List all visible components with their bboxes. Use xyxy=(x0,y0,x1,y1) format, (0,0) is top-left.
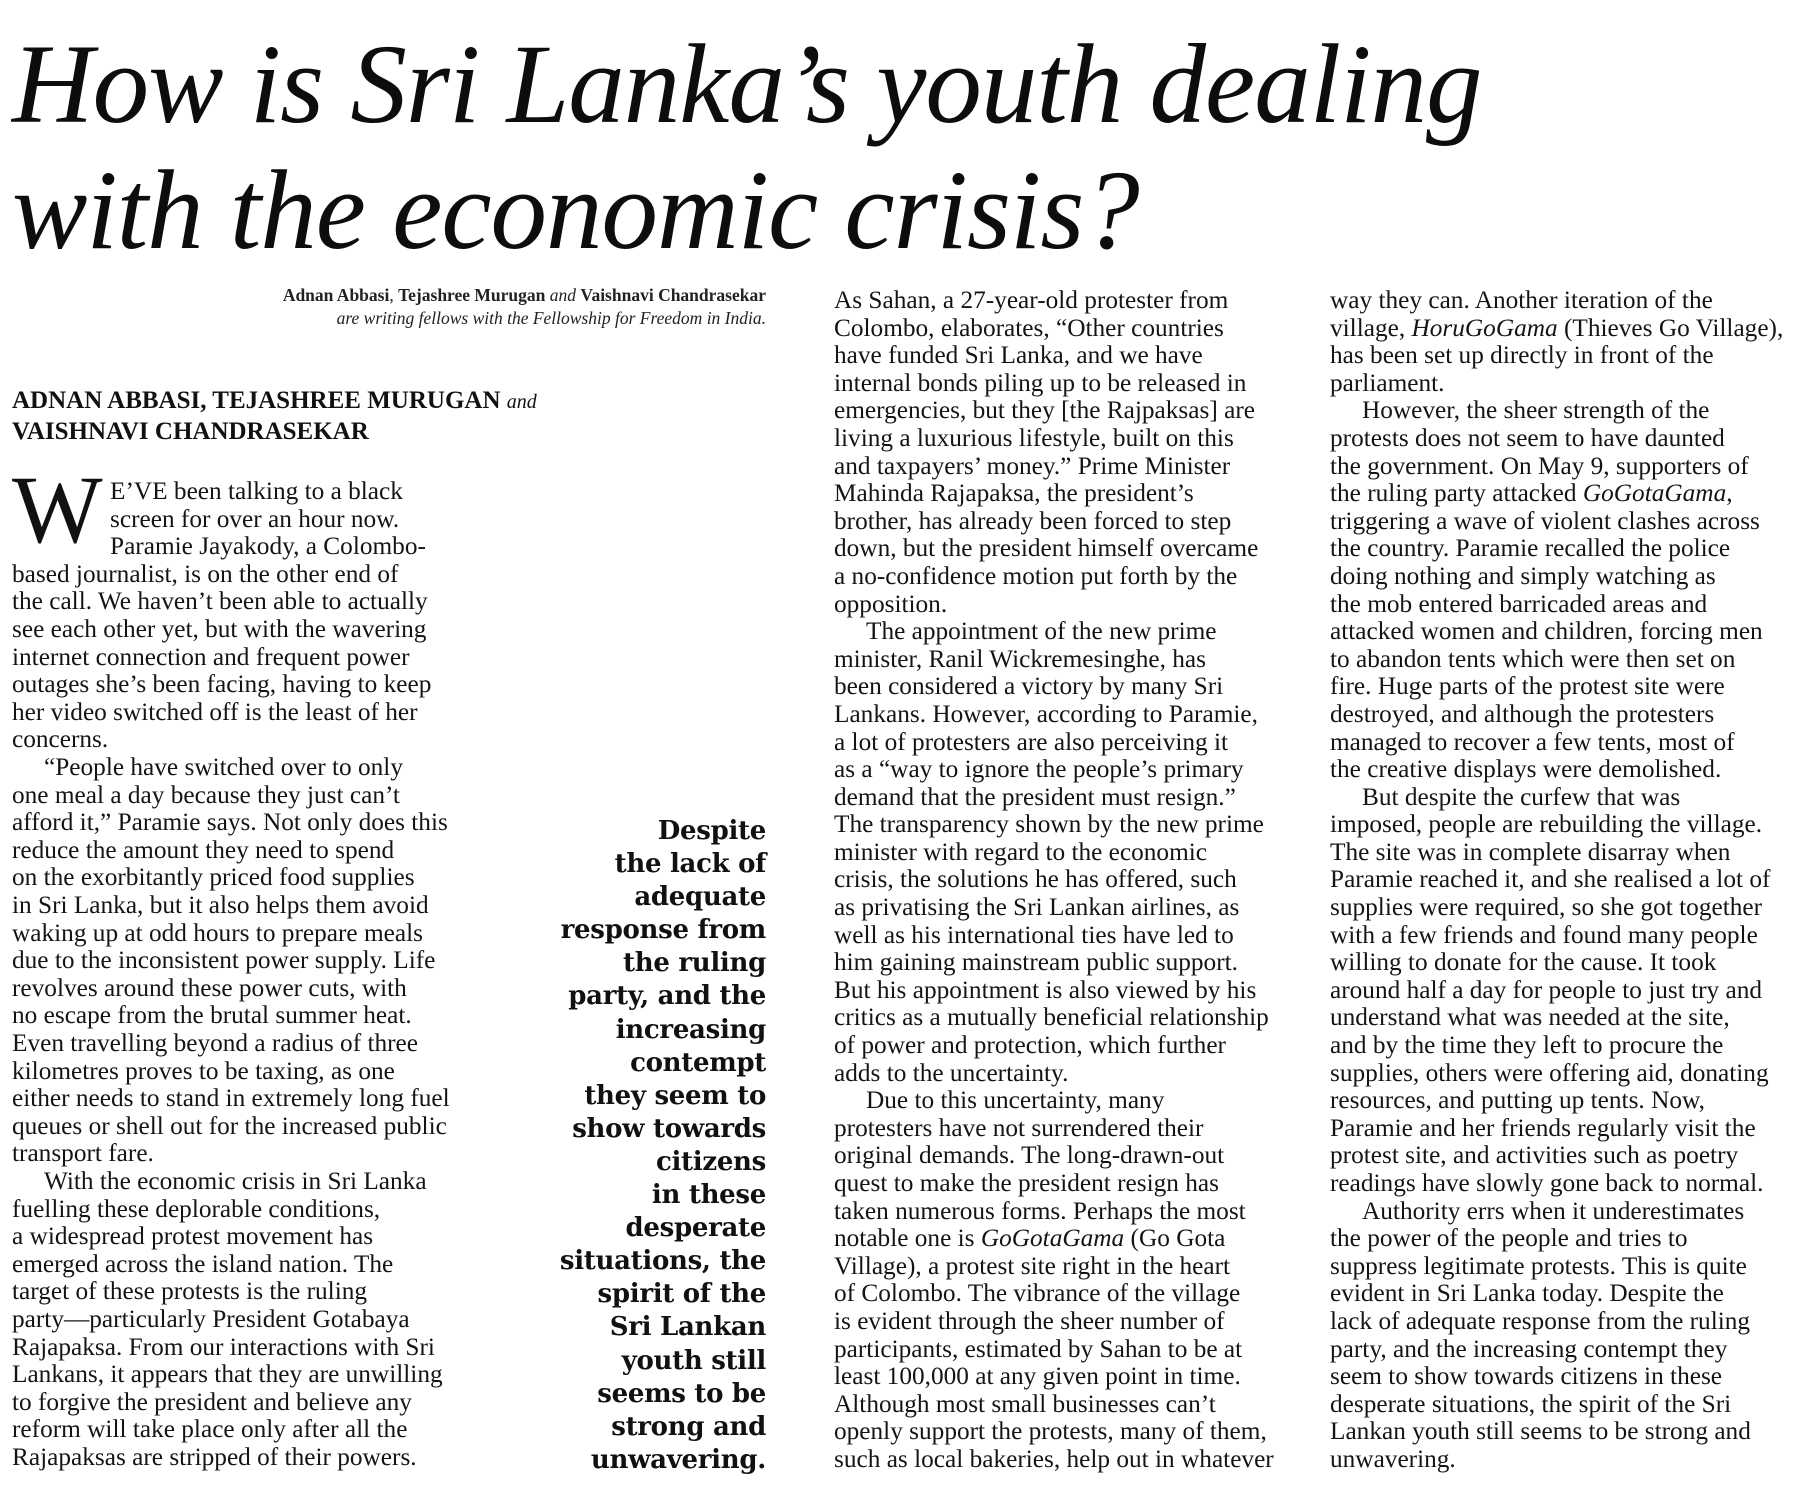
body-line: transport fare. xyxy=(12,1139,154,1168)
body-line: fuelling these deplorable conditions, xyxy=(12,1194,381,1223)
body-line: parliament. xyxy=(1330,368,1445,397)
body-line: least 100,000 at any given point in time. xyxy=(834,1362,1241,1391)
body-line: brother, has already been forced to step xyxy=(834,506,1232,535)
pull-quote-line: situations, the xyxy=(559,1246,766,1277)
body-line: But his appointment is also viewed by his xyxy=(834,975,1257,1004)
body-line: screen for over an hour now. xyxy=(110,504,400,533)
body-line: managed to recover a few tents, most of xyxy=(1330,727,1735,756)
gogotagama-term: GoGotaGama xyxy=(1582,479,1727,508)
body-line: doing nothing and simply watching as xyxy=(1330,561,1716,590)
body-line: Rajapaksa. From our interactions with Sri xyxy=(12,1332,435,1361)
body-line: “People have switched over to only xyxy=(44,753,403,781)
body-line: in Sri Lanka, but it also helps them avoid xyxy=(12,891,429,919)
body-line: afford it,” Paramie says. Not only does this xyxy=(12,808,448,837)
body-line: down, but the president himself overcame xyxy=(834,534,1259,563)
text-run: notable one is xyxy=(834,1224,981,1253)
body-line: revolves around these power cuts, with xyxy=(12,973,407,1002)
body-line: to forgive the president and believe any xyxy=(12,1387,412,1416)
text-run: , xyxy=(1726,479,1733,508)
body-line: queues or shell out for the increased public xyxy=(12,1111,447,1140)
body-line: has been set up directly in front of the xyxy=(1330,341,1714,370)
pull-quote-line: the lack of xyxy=(614,849,766,880)
body-line: him gaining mainstream public support. xyxy=(834,948,1238,977)
body-line: concerns. xyxy=(12,725,109,754)
body-line: living a luxurious lifestyle, built on this xyxy=(834,423,1234,452)
body-line: attacked women and children, forcing men xyxy=(1330,617,1763,646)
author-note-line-2 xyxy=(283,307,766,330)
body-line: Even travelling beyond a radius of three xyxy=(12,1029,419,1057)
body-line: as a “way to ignore the people’s primary xyxy=(834,755,1244,784)
author-name-3: Vaishnavi Chandrasekar xyxy=(580,285,766,305)
pull-quote-line: spirit of the xyxy=(597,1279,766,1310)
body-line: quest to make the president resign has xyxy=(834,1169,1219,1197)
body-line: Lankans, it appears that they are unwilling xyxy=(12,1360,443,1389)
pull-quote-line: unwavering. xyxy=(590,1444,766,1475)
body-line: a no-confidence motion put forth by the xyxy=(834,561,1238,590)
byline-and: and xyxy=(506,391,537,413)
body-line: to abandon tents which were then set on xyxy=(1330,644,1736,673)
body-line: based journalist, is on the other end of xyxy=(12,559,399,588)
pull-quote-line: in these xyxy=(651,1180,766,1211)
pull-quote-line: Despite xyxy=(657,816,766,846)
body-line: emerged across the island nation. The xyxy=(12,1249,394,1278)
author-affiliation: are writing fellows with the Fellowship for Freedom in India. xyxy=(336,308,766,328)
pull-quote-line: strong and xyxy=(611,1411,766,1442)
drop-cap: W xyxy=(12,456,103,563)
pull-quote-line: youth still xyxy=(621,1345,766,1376)
body-line: But despite the curfew that was xyxy=(1362,782,1681,811)
headline-line-1: How is Sri Lanka’s youth dealing xyxy=(12,22,1482,147)
pull-quote-line: increasing xyxy=(615,1014,766,1045)
body-line: original demands. The long-drawn-out xyxy=(834,1141,1225,1170)
body-line: E’VE been talking to a black xyxy=(110,477,403,505)
body-line: willing to donate for the cause. It took xyxy=(1330,948,1717,977)
body-line: emergencies, but they [the Rajpaksas] are xyxy=(834,396,1255,425)
body-line: Authority errs when it underestimates xyxy=(1362,1196,1745,1225)
body-line: Due to this uncertainty, many xyxy=(866,1086,1165,1115)
body-line: With the economic crisis in Sri Lanka xyxy=(44,1167,427,1195)
author-name-1: Adnan Abbasi xyxy=(282,285,390,305)
body-line: kilometres proves to be taxing, as one xyxy=(12,1056,395,1085)
body-line: reduce the amount they need to spend xyxy=(12,835,395,864)
pull-quote-line: show towards xyxy=(572,1113,766,1144)
body-line: understand what was needed at the site, xyxy=(1330,1003,1730,1032)
text-run: (Go Gota xyxy=(1124,1224,1226,1253)
article-column-3 xyxy=(1330,287,1783,1474)
body-line: and by the time they left to procure the xyxy=(1330,1031,1724,1060)
body-line: Lankans. However, according to Paramie, xyxy=(834,699,1258,728)
body-line: Although most small businesses can’t xyxy=(834,1389,1216,1418)
body-line: Rajapaksas are stripped of their powers. xyxy=(12,1443,417,1471)
body-line: Paramie reached it, and she realised a lot of xyxy=(1330,865,1771,894)
body-line: her video switched off is the least of her xyxy=(12,697,418,726)
body-line: readings have slowly gone back to normal. xyxy=(1330,1169,1764,1197)
body-line: waking up at odd hours to prepare meals xyxy=(12,918,423,947)
pull-quote-line: seems to be xyxy=(597,1378,766,1409)
text-run: village, xyxy=(1330,313,1412,342)
body-line: well as his international ties have led to xyxy=(834,920,1234,949)
body-line xyxy=(1330,315,1783,343)
body-line: lack of adequate response from the ruling xyxy=(1330,1306,1751,1335)
body-line: of power and protection, which further xyxy=(834,1031,1226,1060)
body-line: minister, Ranil Wickremesinghe, has xyxy=(834,644,1206,673)
body-line: a widespread protest movement has xyxy=(12,1222,374,1251)
horugogama-term: HoruGoGama xyxy=(1411,313,1558,342)
body-line: participants, estimated by Sahan to be at xyxy=(834,1334,1243,1363)
body-line: imposed, people are rebuilding the village. xyxy=(1330,810,1763,839)
body-line: the power of the people and tries to xyxy=(1330,1224,1688,1253)
body-line: opposition. xyxy=(834,589,948,618)
pull-quote-line: desperate xyxy=(625,1213,766,1244)
body-line: party—particularly President Gotabaya xyxy=(12,1305,410,1333)
body-line: on the exorbitantly priced food supplies xyxy=(12,863,415,892)
author-separator: , xyxy=(389,285,399,305)
body-line: Paramie and her friends regularly visit the xyxy=(1330,1113,1756,1142)
body-line: and taxpayers’ money.” Prime Minister xyxy=(834,451,1231,480)
byline-names: ADNAN ABBASI, TEJASHREE MURUGAN xyxy=(12,387,501,414)
body-line: Mahinda Rajapaksa, the president’s xyxy=(834,479,1194,508)
body-line: The site was in complete disarray when xyxy=(1330,837,1731,866)
body-line: have funded Sri Lanka, and we have xyxy=(834,341,1203,370)
author-note xyxy=(283,284,766,330)
author-and: and xyxy=(545,285,581,305)
body-line: of Colombo. The vibrance of the village xyxy=(834,1279,1241,1308)
body-line: suppress legitimate protests. This is quite xyxy=(1330,1251,1747,1280)
text-run: (Thieves Go Village), xyxy=(1557,313,1784,342)
article-headline xyxy=(12,22,1772,274)
body-line: the country. Paramie recalled the police xyxy=(1330,534,1731,563)
body-line: Lankan youth still seems to be strong and xyxy=(1330,1417,1751,1446)
body-line: around half a day for people to just try and xyxy=(1330,975,1763,1004)
body-line: outages she’s been facing, having to keep xyxy=(12,670,432,699)
byline-line-1 xyxy=(12,386,537,417)
body-line: target of these protests is the ruling xyxy=(12,1277,368,1306)
article-column-2 xyxy=(834,287,1274,1474)
pull-quote-line: citizens xyxy=(655,1146,766,1177)
body-line: Colombo, elaborates, “Other countries xyxy=(834,313,1224,342)
pull-quote xyxy=(560,815,766,1477)
body-line: protesters have not surrendered their xyxy=(834,1113,1204,1142)
body-line: Village), a protest site right in the heart xyxy=(834,1251,1231,1280)
pull-quote-line: they seem to xyxy=(584,1080,766,1111)
author-name-2: Tejashree Murugan xyxy=(398,285,546,305)
body-line: internal bonds piling up to be released in xyxy=(834,368,1247,397)
body-line xyxy=(1330,480,1783,508)
pull-quote-line: adequate xyxy=(634,882,766,913)
body-line: The transparency shown by the new prime xyxy=(834,810,1264,839)
body-line: the call. We haven’t been able to actually xyxy=(12,587,428,616)
body-line: such as local bakeries, help out in whatever xyxy=(834,1444,1274,1473)
body-line: openly support the protests, many of them, xyxy=(834,1417,1267,1446)
body-line: destroyed, and although the protesters xyxy=(1330,699,1715,728)
body-line: reform will take place only after all the xyxy=(12,1415,408,1444)
body-line: demand that the president must resign.” xyxy=(834,782,1236,811)
pull-quote-line: party, and the xyxy=(568,981,766,1012)
pull-quote-line: contempt xyxy=(630,1047,766,1078)
body-line xyxy=(834,1225,1274,1253)
body-line: desperate situations, the spirit of the Sri xyxy=(1330,1389,1732,1418)
body-line: crisis, the solutions he has offered, such xyxy=(834,865,1237,894)
body-line: the mob entered barricaded areas and xyxy=(1330,589,1708,618)
body-line: see each other yet, but with the wavering xyxy=(12,615,427,643)
body-line: seem to show towards citizens in these xyxy=(1330,1362,1723,1391)
body-line: the government. On May 9, supporters of xyxy=(1330,451,1749,480)
body-line: is evident through the sheer number of xyxy=(834,1306,1225,1335)
body-line: the creative displays were demolished. xyxy=(1330,755,1722,784)
body-line: minister with regard to the economic xyxy=(834,837,1208,866)
body-line: triggering a wave of violent clashes across xyxy=(1330,506,1760,535)
byline xyxy=(12,386,537,447)
body-line: due to the inconsistent power supply. Life xyxy=(12,946,436,975)
body-line: resources, and putting up tents. Now, xyxy=(1330,1086,1705,1115)
body-line: Paramie Jayakody, a Colombo- xyxy=(110,532,426,561)
body-line: party, and the increasing contempt they xyxy=(1330,1334,1728,1363)
gogotagama-term: GoGotaGama xyxy=(980,1224,1125,1253)
body-line: no escape from the brutal summer heat. xyxy=(12,1001,412,1030)
pull-quote-line: Sri Lankan xyxy=(609,1312,766,1343)
body-line: However, the sheer strength of the xyxy=(1362,396,1710,425)
body-line: with a few friends and found many people xyxy=(1330,920,1758,949)
body-line: unwavering. xyxy=(1330,1444,1456,1473)
body-line: protests does not seem to have daunted xyxy=(1330,423,1725,452)
body-line: critics as a mutually beneficial relationship xyxy=(834,1003,1269,1032)
body-line: as privatising the Sri Lankan airlines, as xyxy=(834,893,1240,922)
pull-quote-line: the ruling xyxy=(623,948,766,979)
body-line: adds to the uncertainty. xyxy=(834,1058,1069,1087)
body-line: way they can. Another iteration of the xyxy=(1330,286,1713,314)
body-line: one meal a day because they just can’t xyxy=(12,780,400,809)
author-note-line-1 xyxy=(283,284,766,307)
body-line: supplies, others were offering aid, donating xyxy=(1330,1058,1769,1087)
body-line: supplies were required, so she got together xyxy=(1330,893,1763,922)
body-line: The appointment of the new prime xyxy=(866,617,1217,646)
byline-line-2: VAISHNAVI CHANDRASEKAR xyxy=(12,418,369,445)
body-line: taken numerous forms. Perhaps the most xyxy=(834,1196,1246,1225)
body-line: been considered a victory by many Sri xyxy=(834,672,1224,701)
body-line: internet connection and frequent power xyxy=(12,642,410,671)
text-run: the ruling party attacked xyxy=(1330,479,1583,508)
body-line: either needs to stand in extremely long fuel xyxy=(12,1084,450,1113)
body-line: protest site, and activities such as poetry xyxy=(1330,1141,1739,1170)
body-line: fire. Huge parts of the protest site were xyxy=(1330,672,1725,701)
headline-line-2: with the economic crisis? xyxy=(12,148,1139,273)
body-line: a lot of protesters are also perceiving it xyxy=(834,727,1229,756)
body-line: As Sahan, a 27-year-old protester from xyxy=(834,286,1229,314)
body-line: evident in Sri Lanka today. Despite the xyxy=(1330,1279,1724,1308)
pull-quote-line: response from xyxy=(560,915,766,946)
